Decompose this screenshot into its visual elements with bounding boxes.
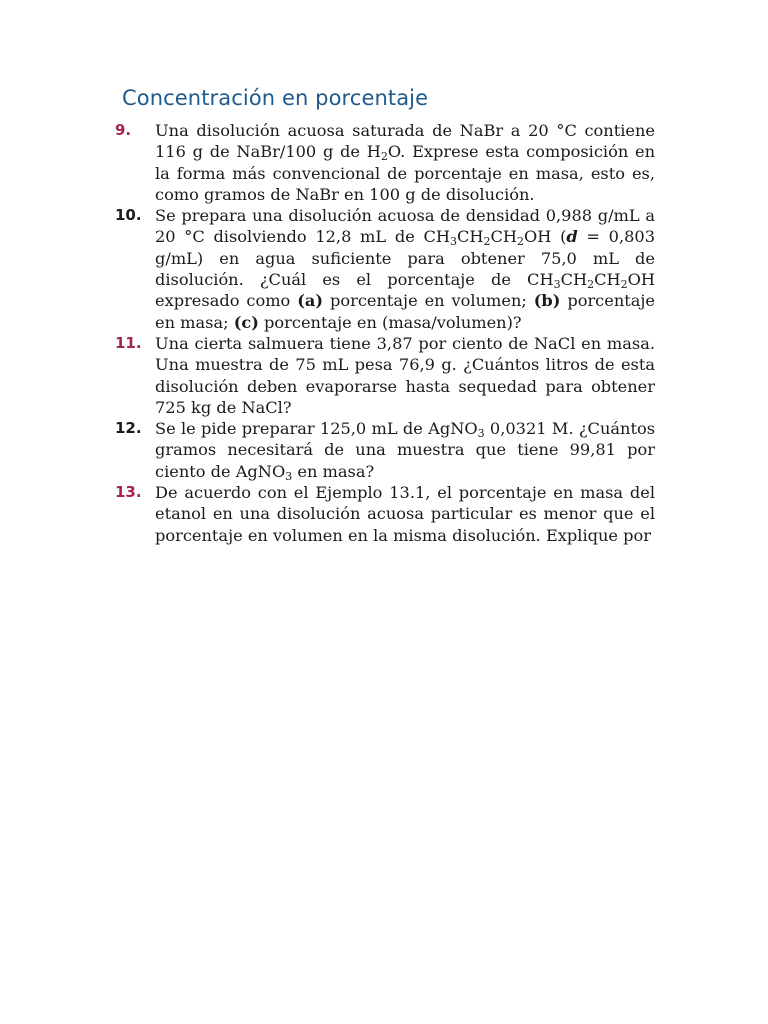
subscript: 3 [285,469,293,483]
problem-number: 9. [115,121,132,139]
text-run: De acuerdo con el Ejemplo 13.1, el porcentaje en masa del etanol en una disolución acuosa particular es menor que el porcentaje en volumen en la misma disolución. Explique por [155,483,655,545]
subscript: 2 [483,235,491,249]
text-run: = 0,803 g/mL) en agua suficiente para obtener 75,0 mL de disolución. ¿Cuál es el porcentaje de CH [155,227,655,290]
problem-number: 12. [115,419,142,438]
text-run: Se le pide preparar 125,0 mL de AgNO [155,419,478,439]
text-run: CH [490,227,517,247]
section-title: Concentración en porcentaje [122,86,429,110]
subscript: 3 [553,278,561,292]
subscript: 2 [620,278,628,292]
problem-9 [115,120,655,205]
part-label: (b) [533,291,561,311]
problem-list [115,120,655,546]
text-run: porcentaje en volumen; [323,291,534,311]
problem-text [155,419,655,481]
text-run: 0,0321 M. ¿Cuántos gramos necesitará de una muestra que tiene 99,81 por ciento de AgNO [155,419,655,481]
part-label: (c) [233,312,259,332]
text-run: Una disolución acuosa saturada de NaBr a 20 °C contiene 116 g de NaBr/100 g de H [155,121,655,162]
text-run: OH ( [524,227,567,247]
text-run: CH [560,270,588,290]
subscript: 2 [587,278,595,292]
text-run: OH expresado como [155,270,655,311]
text-run: CH [456,227,484,247]
text-run: CH [594,270,621,290]
text-run: Una cierta salmuera tiene 3,87 por ciento de NaCl en masa. Una muestra de 75 mL pesa 76,9 g. ¿Cuántos litros de esta disolución deben evaporarse hasta sequedad para obtener 725 kg de NaCl? [155,333,655,417]
text-run: porcentaje en (masa/volumen)? [258,312,522,332]
problem-text [155,334,655,417]
problem-12 [115,418,655,482]
text-run: Se prepara una disolución acuosa de densidad 0,988 g/mL a 20 °C disolviendo 12,8 mL de CH [155,206,655,247]
subscript: 2 [517,235,524,249]
problem-number: 13. [115,483,142,502]
text-run: porcentaje en masa; [155,291,656,332]
subscript: 3 [449,235,457,249]
problem-text [155,483,655,545]
text-run: en masa? [292,461,375,481]
problem-number: 11. [115,333,142,352]
variable-symbol: d [566,227,578,247]
part-label: (a) [297,291,324,311]
problem-number: 10. [115,206,142,225]
problem-10 [115,205,655,333]
problem-11 [115,333,655,418]
problem-13 [115,482,655,546]
subscript: 3 [477,427,485,441]
subscript: 2 [380,150,388,164]
text-run: O. Exprese esta composición en la forma más convencional de porcentaje en masa, esto es, como gramos de NaBr en 100 g de disolución. [155,142,656,204]
problem-text [155,206,655,331]
problem-text [155,121,655,204]
